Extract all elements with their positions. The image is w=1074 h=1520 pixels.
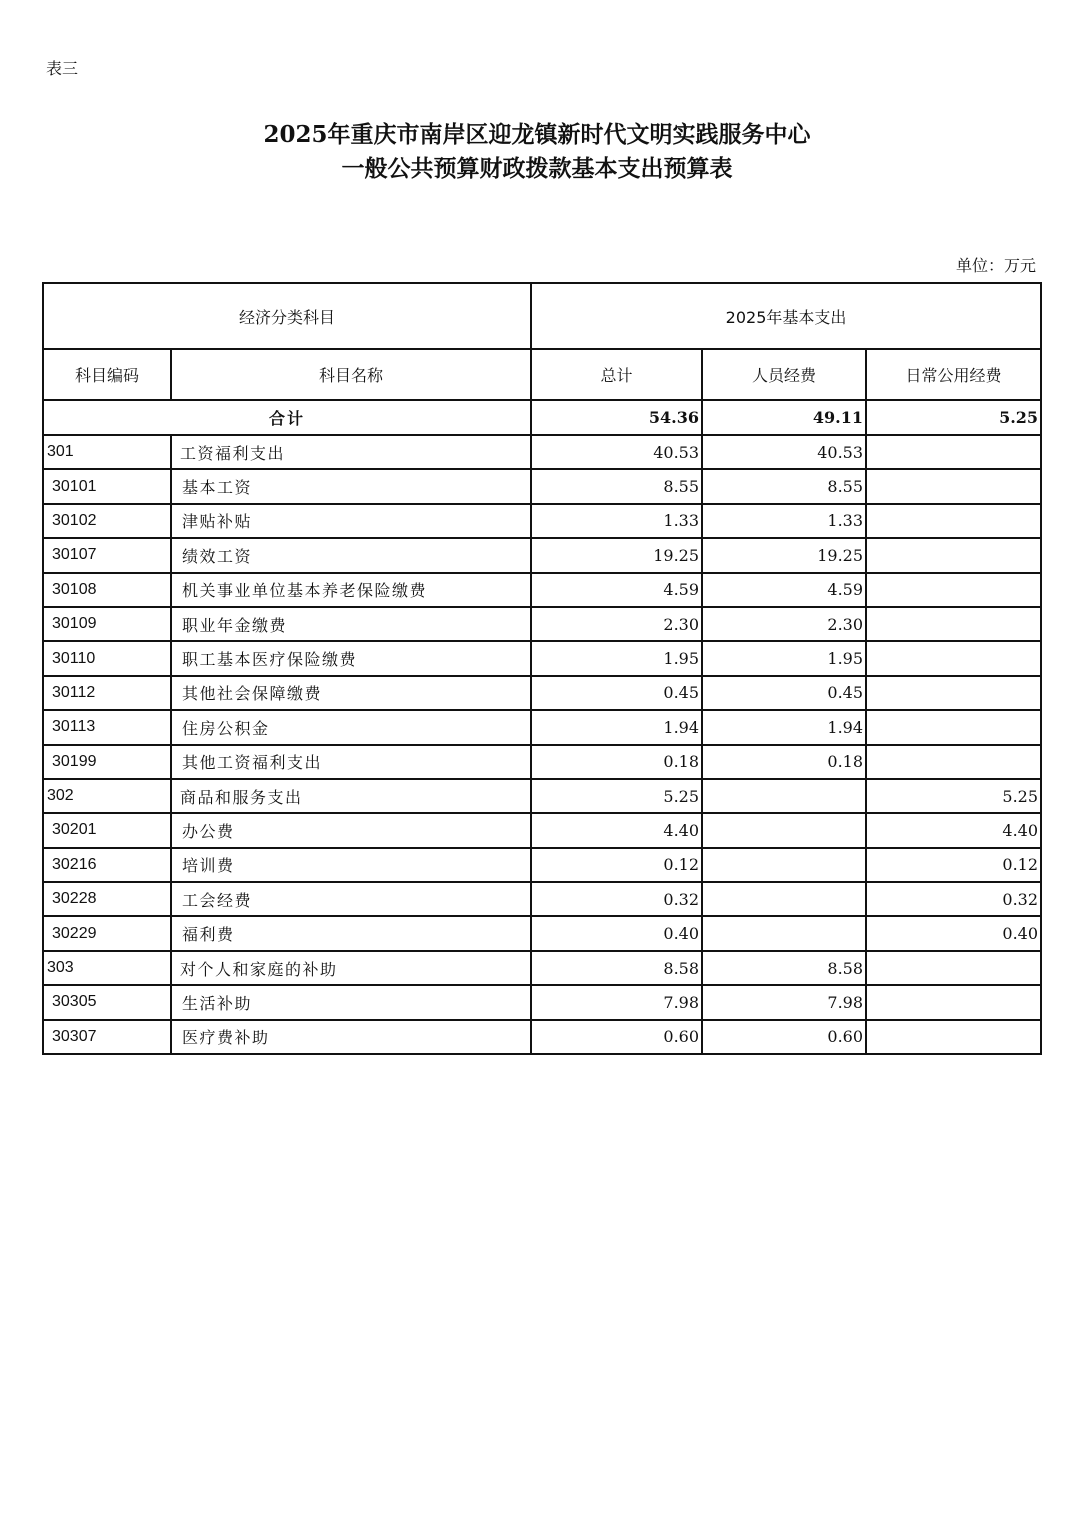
row-name: 职工基本医疗保险缴费 xyxy=(171,641,531,675)
row-public xyxy=(866,538,1041,572)
header-row-1 xyxy=(43,283,1041,349)
row-total: 4.59 xyxy=(531,573,702,607)
title-line-2: 一般公共预算财政拨款基本支出预算表 xyxy=(341,155,733,182)
row-personnel xyxy=(702,779,866,813)
page-title xyxy=(0,118,1074,186)
row-personnel: 0.45 xyxy=(702,676,866,710)
header-name: 科目名称 xyxy=(171,349,531,400)
row-public xyxy=(866,607,1041,641)
row-public xyxy=(866,985,1041,1019)
row-total: 1.95 xyxy=(531,641,702,675)
row-personnel: 1.33 xyxy=(702,504,866,538)
row-personnel: 0.60 xyxy=(702,1020,866,1054)
header-public: 日常公用经费 xyxy=(866,349,1041,400)
row-total: 0.40 xyxy=(531,916,702,950)
row-code: 30201 xyxy=(43,813,171,847)
row-code: 30112 xyxy=(43,676,171,710)
row-public xyxy=(866,745,1041,779)
row-personnel: 40.53 xyxy=(702,435,866,469)
row-public xyxy=(866,710,1041,744)
row-code: 30110 xyxy=(43,641,171,675)
row-personnel xyxy=(702,813,866,847)
row-public xyxy=(866,1020,1041,1054)
row-name: 办公费 xyxy=(171,813,531,847)
row-name: 商品和服务支出 xyxy=(171,779,531,813)
table-row xyxy=(43,435,1041,469)
row-name: 其他工资福利支出 xyxy=(171,745,531,779)
table-row xyxy=(43,641,1041,675)
total-row xyxy=(43,400,1041,435)
row-personnel: 1.95 xyxy=(702,641,866,675)
table-row xyxy=(43,573,1041,607)
title-line-1: 2025年重庆市南岸区迎龙镇新时代文明实践服务中心 xyxy=(263,121,811,148)
row-total: 8.55 xyxy=(531,469,702,503)
row-name: 津贴补贴 xyxy=(171,504,531,538)
row-total: 7.98 xyxy=(531,985,702,1019)
row-name: 基本工资 xyxy=(171,469,531,503)
row-code: 301 xyxy=(43,435,171,469)
total-public: 5.25 xyxy=(866,400,1041,435)
row-public xyxy=(866,641,1041,675)
row-name: 工会经费 xyxy=(171,882,531,916)
unit-label: 单位：万元 xyxy=(955,256,1036,275)
table-row xyxy=(43,538,1041,572)
row-code: 303 xyxy=(43,951,171,985)
row-total: 0.12 xyxy=(531,848,702,882)
row-total: 19.25 xyxy=(531,538,702,572)
table-row xyxy=(43,813,1041,847)
table-row xyxy=(43,779,1041,813)
row-total: 8.58 xyxy=(531,951,702,985)
row-personnel: 8.55 xyxy=(702,469,866,503)
row-code: 30108 xyxy=(43,573,171,607)
row-public xyxy=(866,676,1041,710)
row-code: 30228 xyxy=(43,882,171,916)
row-name: 其他社会保障缴费 xyxy=(171,676,531,710)
table-row xyxy=(43,676,1041,710)
row-total: 0.18 xyxy=(531,745,702,779)
row-public xyxy=(866,951,1041,985)
row-personnel: 8.58 xyxy=(702,951,866,985)
row-public: 0.12 xyxy=(866,848,1041,882)
row-public: 0.32 xyxy=(866,882,1041,916)
row-personnel xyxy=(702,916,866,950)
row-code: 30107 xyxy=(43,538,171,572)
row-public: 4.40 xyxy=(866,813,1041,847)
row-name: 培训费 xyxy=(171,848,531,882)
row-public xyxy=(866,435,1041,469)
row-name: 医疗费补助 xyxy=(171,1020,531,1054)
row-code: 30305 xyxy=(43,985,171,1019)
row-total: 0.60 xyxy=(531,1020,702,1054)
row-name: 职业年金缴费 xyxy=(171,607,531,641)
row-personnel xyxy=(702,848,866,882)
row-name: 机关事业单位基本养老保险缴费 xyxy=(171,573,531,607)
row-total: 1.33 xyxy=(531,504,702,538)
budget-table xyxy=(42,282,1042,1055)
row-public: 5.25 xyxy=(866,779,1041,813)
table-row xyxy=(43,882,1041,916)
row-total: 5.25 xyxy=(531,779,702,813)
row-code: 30109 xyxy=(43,607,171,641)
row-name: 福利费 xyxy=(171,916,531,950)
table-row xyxy=(43,1020,1041,1054)
row-name: 绩效工资 xyxy=(171,538,531,572)
table-row xyxy=(43,710,1041,744)
row-name: 工资福利支出 xyxy=(171,435,531,469)
row-personnel: 1.94 xyxy=(702,710,866,744)
row-code: 302 xyxy=(43,779,171,813)
row-code: 30101 xyxy=(43,469,171,503)
row-code: 30199 xyxy=(43,745,171,779)
row-total: 2.30 xyxy=(531,607,702,641)
table-row xyxy=(43,504,1041,538)
row-total: 0.45 xyxy=(531,676,702,710)
row-total: 0.32 xyxy=(531,882,702,916)
table-row xyxy=(43,985,1041,1019)
row-code: 30102 xyxy=(43,504,171,538)
total-label: 合计 xyxy=(43,400,531,435)
row-code: 30307 xyxy=(43,1020,171,1054)
row-name: 住房公积金 xyxy=(171,710,531,744)
row-personnel: 0.18 xyxy=(702,745,866,779)
row-personnel: 19.25 xyxy=(702,538,866,572)
header-expense-2025: 2025年基本支出 xyxy=(531,283,1041,349)
row-code: 30229 xyxy=(43,916,171,950)
table-row xyxy=(43,469,1041,503)
row-code: 30113 xyxy=(43,710,171,744)
row-public xyxy=(866,573,1041,607)
header-personnel: 人员经费 xyxy=(702,349,866,400)
header-economic-class: 经济分类科目 xyxy=(43,283,531,349)
row-public xyxy=(866,469,1041,503)
row-name: 对个人和家庭的补助 xyxy=(171,951,531,985)
row-total: 1.94 xyxy=(531,710,702,744)
header-code: 科目编码 xyxy=(43,349,171,400)
table-row xyxy=(43,951,1041,985)
table-number: 表三 xyxy=(46,59,79,78)
row-code: 30216 xyxy=(43,848,171,882)
row-personnel xyxy=(702,882,866,916)
row-personnel: 2.30 xyxy=(702,607,866,641)
row-total: 40.53 xyxy=(531,435,702,469)
row-name: 生活补助 xyxy=(171,985,531,1019)
row-public: 0.40 xyxy=(866,916,1041,950)
total-total: 54.36 xyxy=(531,400,702,435)
row-personnel: 7.98 xyxy=(702,985,866,1019)
total-personnel: 49.11 xyxy=(702,400,866,435)
row-personnel: 4.59 xyxy=(702,573,866,607)
header-row-2 xyxy=(43,349,1041,400)
row-total: 4.40 xyxy=(531,813,702,847)
table-row xyxy=(43,745,1041,779)
row-public xyxy=(866,504,1041,538)
table-row xyxy=(43,848,1041,882)
table-row xyxy=(43,607,1041,641)
header-total: 总计 xyxy=(531,349,702,400)
table-row xyxy=(43,916,1041,950)
